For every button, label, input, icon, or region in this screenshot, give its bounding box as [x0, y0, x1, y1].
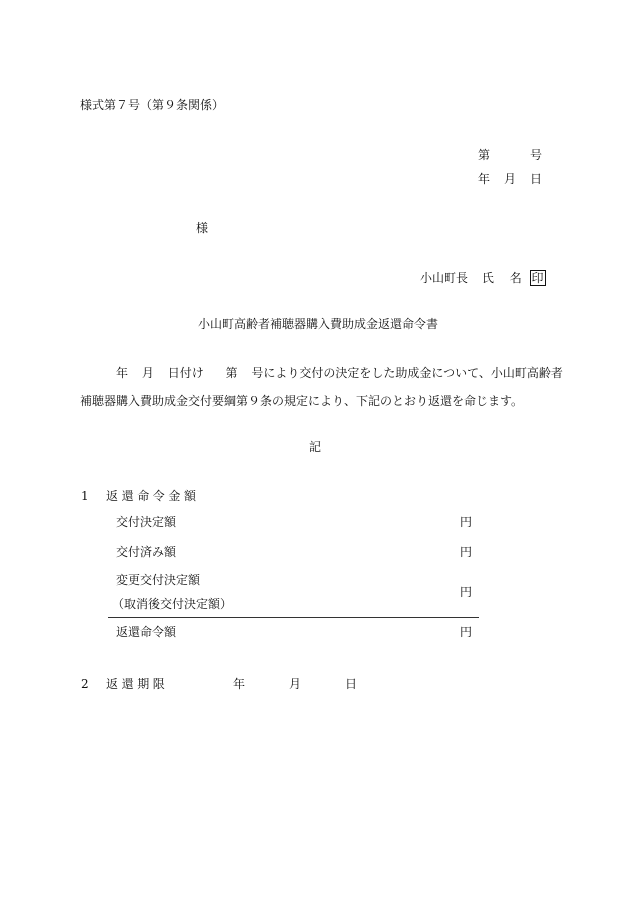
issuer-title: 小山町長	[420, 271, 469, 285]
date-day-label: 日	[530, 172, 543, 186]
row-henkan-label: 返還命令額	[116, 625, 177, 639]
total-divider	[108, 617, 479, 618]
section2-month: 月	[289, 677, 302, 691]
body-year: 年	[116, 366, 129, 380]
body-month: 月	[141, 366, 154, 380]
body-line-1	[116, 367, 563, 379]
ki-heading: 記	[309, 440, 322, 454]
row-kofu-kettei-label: 交付決定額	[116, 515, 177, 529]
section2-title: 返還期限	[106, 677, 169, 691]
issuer-name-label-2: 名	[509, 271, 522, 285]
row-kofu-zumi-unit: 円	[460, 545, 473, 559]
body-line-2: 補聴器購入費助成金交付要綱第９条の規定により、下記のとおり返還を命じます。	[80, 394, 524, 408]
row-kofu-zumi-label: 交付済み額	[116, 545, 177, 559]
recipient-honorific: 様	[196, 221, 209, 235]
row-henko-label: 変更交付決定額	[116, 573, 201, 587]
issuer-name-label-1: 氏	[481, 271, 494, 285]
section2-year: 年	[233, 677, 246, 691]
row-kofu-kettei-unit: 円	[460, 515, 473, 529]
section2-day: 日	[345, 677, 358, 691]
number-label-dai: 第	[478, 148, 491, 162]
section1-number: 1	[81, 489, 89, 503]
issuer-block	[420, 270, 546, 286]
document-title: 小山町高齢者補聴器購入費助成金返還命令書	[198, 317, 439, 331]
row-henko-sub: （取消後交付決定額）	[112, 597, 233, 611]
row-henko-unit: 円	[460, 585, 473, 599]
form-id: 様式第７号（第９条関係）	[80, 98, 225, 112]
section1-title: 返還命令金額	[106, 489, 200, 503]
row-henkan-unit: 円	[460, 625, 473, 639]
body-rest: 号により交付の決定をした助成金について、小山町高齢	[251, 366, 551, 380]
date-year-label: 年	[478, 172, 491, 186]
body-dai: 第	[225, 366, 238, 380]
body-end: 者	[550, 366, 563, 380]
date-month-label: 月	[504, 172, 517, 186]
number-label-go: 号	[530, 148, 543, 162]
section2-number: 2	[81, 677, 89, 691]
seal-mark: 印	[531, 271, 544, 285]
body-day: 日付け	[167, 366, 204, 380]
